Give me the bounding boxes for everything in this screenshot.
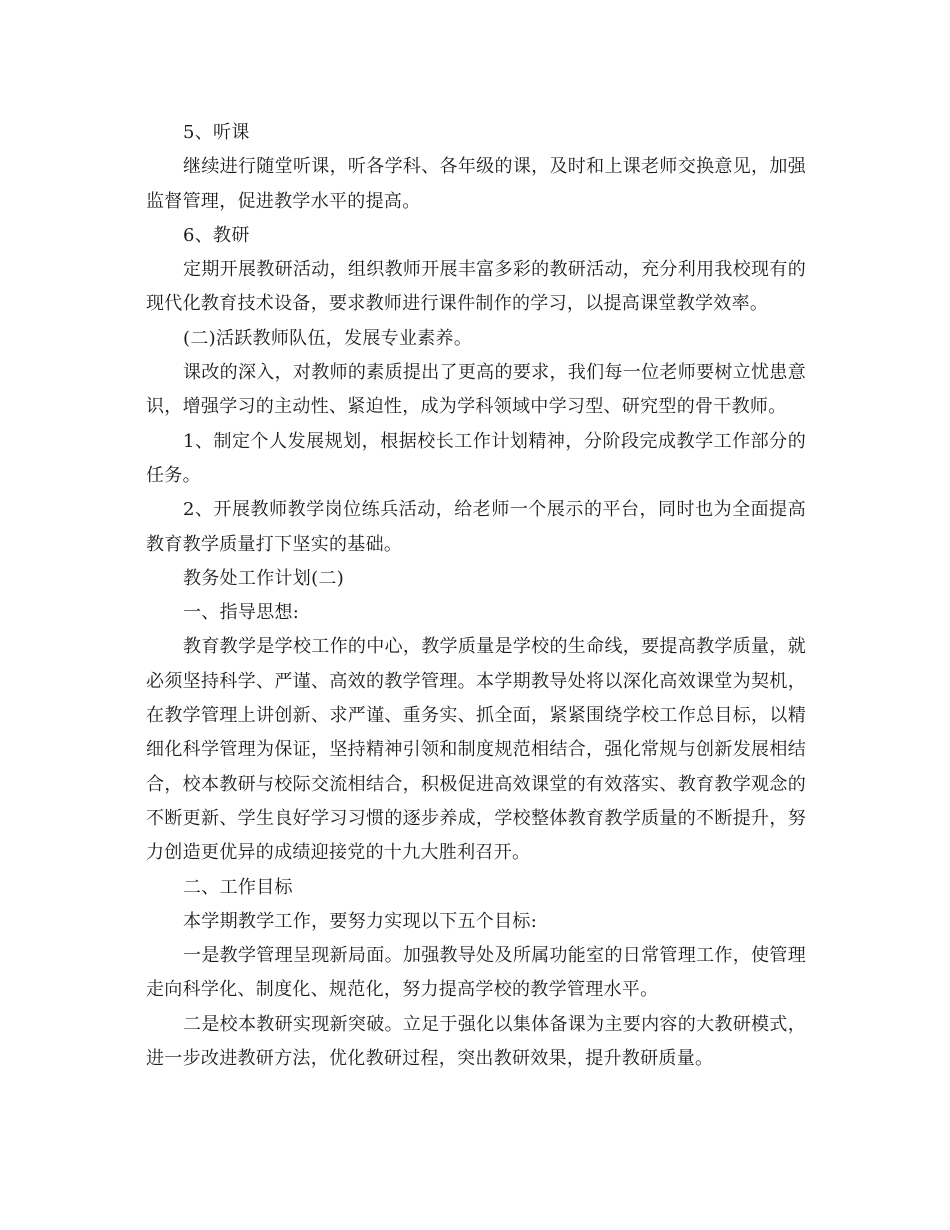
document-title: 教务处工作计划(二) (183, 567, 345, 589)
section-heading-guiding-ideology: 一、指导思想: (183, 602, 300, 624)
section-heading-teacher-team: (二)活跃教师队伍，发展专业素养。 (183, 327, 473, 349)
body-paragraph: 课改的深入，对教师的素质提出了更高的要求，我们每一位老师要树立忧患意识，增强学习的主动性、紧迫性，成为学科领域中学习型、研究型的骨干教师。 (146, 362, 806, 418)
subheading-listen-class: 5、听课 (183, 122, 250, 143)
list-item: 2、开展教师教学岗位练兵活动，给老师一个展示的平台，同时也为全面提高教育教学质量打下坚实的基础。 (146, 499, 806, 555)
goal-item: 二是校本教研实现新突破。立足于强化以集体备课为主要内容的大教研模式，进一步改进教研方法，优化教研过程，突出教研效果，提升教研质量。 (146, 1013, 806, 1070)
body-paragraph: 教育教学是学校工作的中心，教学质量是学校的生命线，要提高教学质量，就必须坚持科学、严谨、高效的教学管理。本学期教导处将以深化高效课堂为契机，在教学管理上讲创新、求严谨、重务实、抓全面，紧紧围绕学校工作总目标，以精细化科学管理为保证，坚持精神引领和制度规范相结合，强化常规与创新发展相结合，校本教研与校际交流相结合，积极促进高效课堂的有效落实、教育教学观念的不断更新、学生良好学习习惯的逐步养成，学校整体教育教学质量的不断提升，努力创造更优异的成绩迎接党的十九大胜利召开。 (146, 636, 806, 864)
list-item: 1、制定个人发展规划，根据校长工作计划精神，分阶段完成教学工作部分的任务。 (146, 430, 806, 486)
body-paragraph: 本学期教学工作，要努力实现以下五个目标: (183, 910, 538, 932)
subheading-research: 6、教研 (183, 224, 250, 246)
document-body (146, 116, 806, 1076)
goal-item: 一是教学管理呈现新局面。加强教导处及所属功能室的日常管理工作，使管理走向科学化、制度化、规范化，努力提高学校的教学管理水平。 (146, 945, 806, 1001)
body-paragraph: 定期开展教研活动，组织教师开展丰富多彩的教研活动，充分利用我校现有的现代化教育技术设备，要求教师进行课件制作的学习，以提高课堂教学效率。 (146, 259, 806, 315)
section-heading-work-goals: 二、工作目标 (183, 876, 293, 898)
body-paragraph: 继续进行随堂听课，听各学科、各年级的课，及时和上课老师交换意见，加强监督管理，促进教学水平的提高。 (146, 156, 806, 212)
